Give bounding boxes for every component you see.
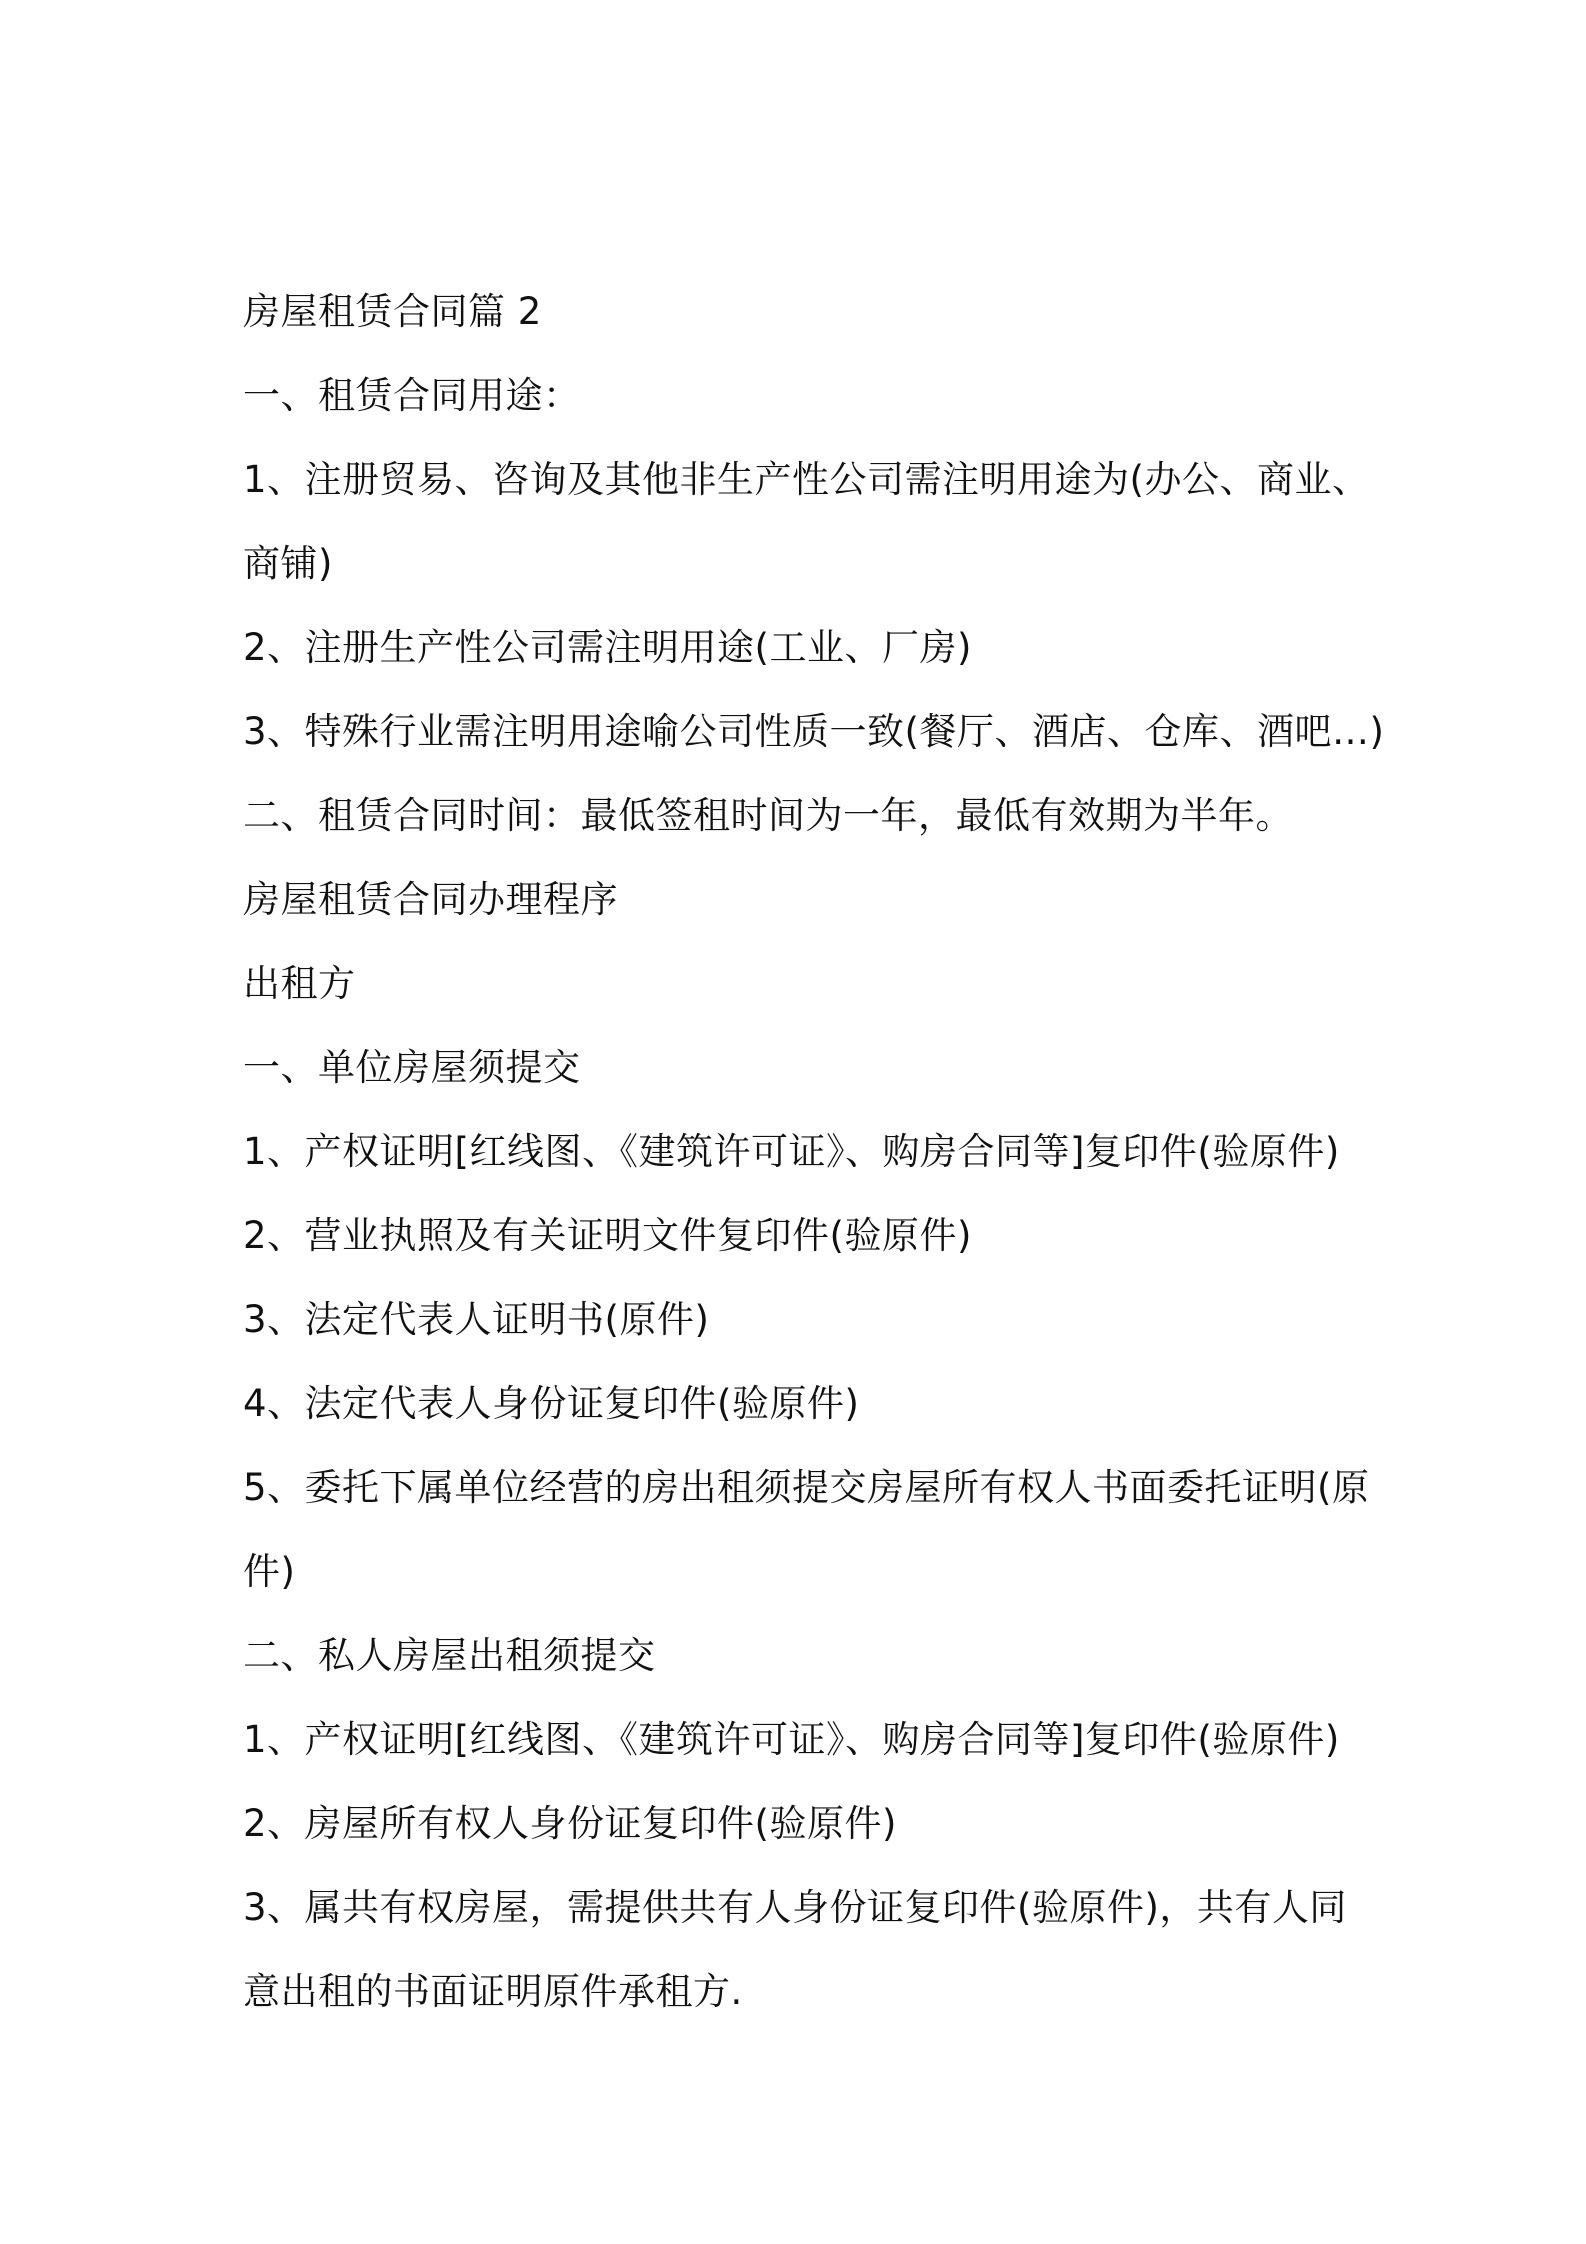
heading-private-housing: 二、私人房屋出租须提交	[243, 1634, 656, 1677]
unit-item-3: 3、法定代表人证明书(原件)	[243, 1298, 710, 1341]
private-item-1: 1、产权证明[红线图、《建筑许可证》、购房合同等]复印件(验原件)	[243, 1718, 1340, 1761]
procedure-title: 房屋租赁合同办理程序	[243, 878, 618, 921]
heading-unit-housing: 一、单位房屋须提交	[243, 1046, 581, 1089]
unit-item-5: 5、委托下属单位经营的房出租须提交房屋所有权人书面委托证明(原	[243, 1466, 1370, 1509]
unit-item-5-cont: 件)	[243, 1550, 296, 1593]
unit-item-2: 2、营业执照及有关证明文件复印件(验原件)	[243, 1214, 972, 1257]
lessor-heading: 出租方	[243, 962, 356, 1005]
usage-item-3: 3、特殊行业需注明用途喻公司性质一致(餐厅、酒店、仓库、酒吧…)	[243, 710, 1385, 753]
usage-item-1-cont: 商铺)	[243, 542, 333, 585]
heading-term: 二、租赁合同时间：最低签租时间为一年，最低有效期为半年。	[243, 794, 1293, 837]
private-item-3: 3、属共有权房屋，需提供共有人身份证复印件(验原件)，共有人同	[243, 1886, 1347, 1929]
heading-usage: 一、租赁合同用途：	[243, 374, 581, 417]
unit-item-1: 1、产权证明[红线图、《建筑许可证》、购房合同等]复印件(验原件)	[243, 1130, 1340, 1173]
private-item-2: 2、房屋所有权人身份证复印件(验原件)	[243, 1802, 897, 1845]
private-item-3-cont: 意出租的书面证明原件承租方.	[243, 1970, 743, 2013]
unit-item-4: 4、法定代表人身份证复印件(验原件)	[243, 1382, 860, 1425]
section-title: 房屋租赁合同篇 2	[243, 290, 542, 333]
usage-item-2: 2、注册生产性公司需注明用途(工业、厂房)	[243, 626, 972, 669]
usage-item-1: 1、注册贸易、咨询及其他非生产性公司需注明用途为(办公、商业、	[243, 458, 1370, 501]
document-body	[243, 270, 1385, 2034]
